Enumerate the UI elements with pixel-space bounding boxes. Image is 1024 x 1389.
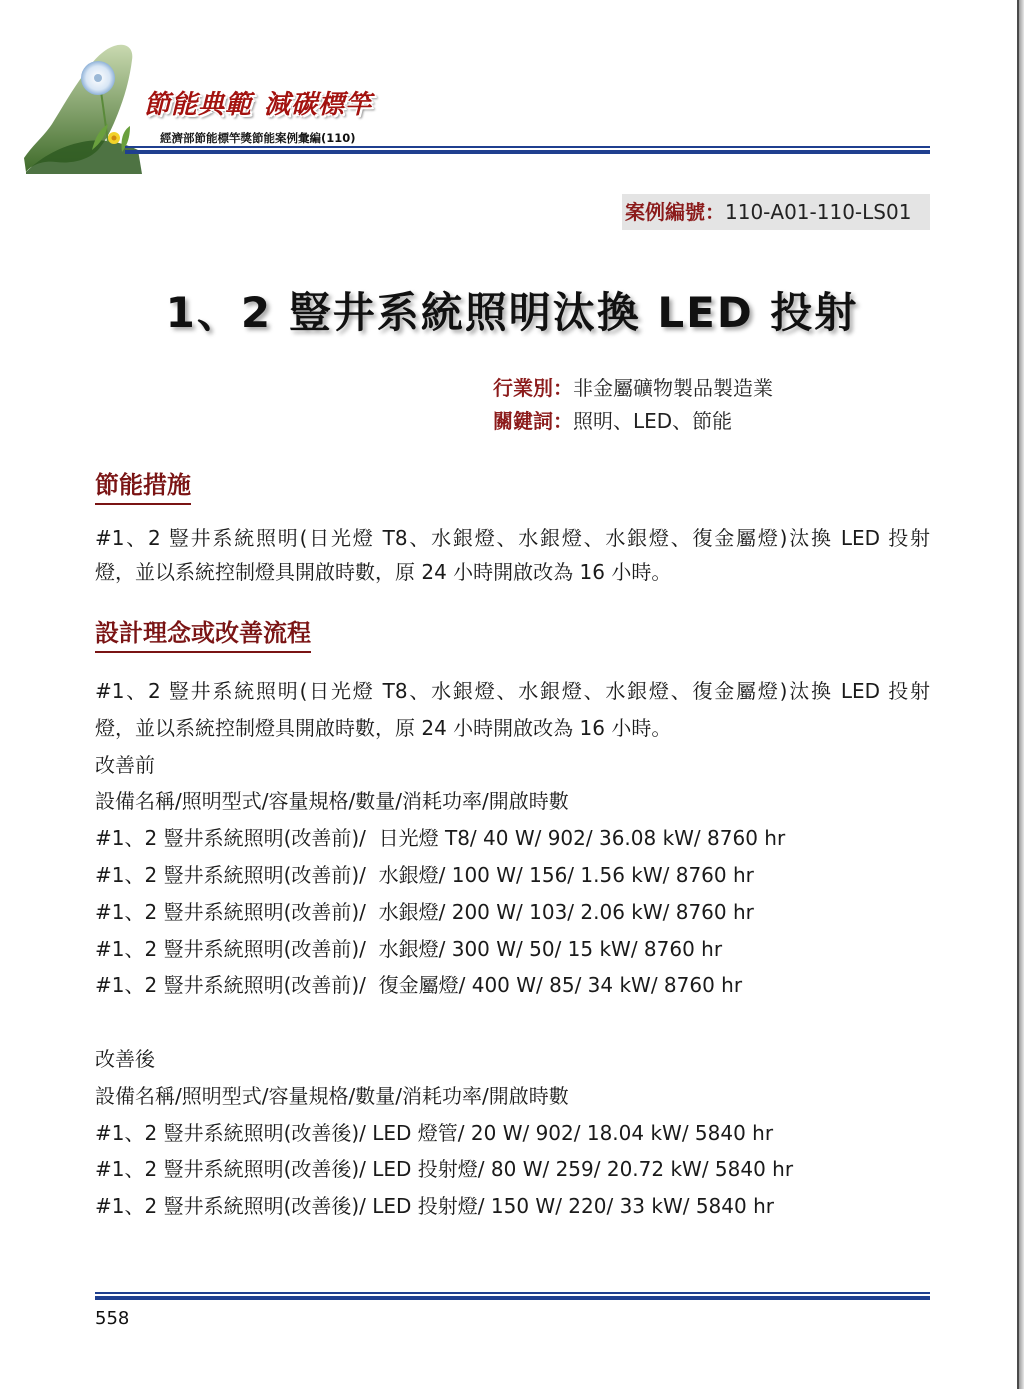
brand-slogan bbox=[144, 84, 372, 121]
footer-double-rule bbox=[95, 1292, 930, 1300]
header-double-rule bbox=[125, 146, 930, 154]
before-row: #1、2 豎井系統照明(改善前)/ 水銀燈/ 200 W/ 103/ 2.06 kW/ 8760 hr bbox=[95, 899, 754, 924]
page-edge-shadow bbox=[1019, 0, 1024, 1389]
paragraph-line: 燈，並以系統控制燈具開啟時數，原 24 小時開啟改為 16 小時。 bbox=[95, 715, 672, 740]
after-row: #1、2 豎井系統照明(改善後)/ LED 燈管/ 20 W/ 902/ 18.04 kW/ 5840 hr bbox=[95, 1120, 774, 1145]
industry-value: 非金屬礦物製品製造業 bbox=[573, 376, 773, 400]
before-row: #1、2 豎井系統照明(改善前)/ 水銀燈/ 300 W/ 50/ 15 kW/ 8760 hr bbox=[95, 936, 723, 961]
brand-slogan-part2: 減碳標竿 bbox=[264, 90, 373, 120]
brand-slogan-part1: 節能典範 bbox=[144, 90, 253, 120]
after-columns-header: 設備名稱/照明型式/容量規格/數量/消耗功率/開啟時數 bbox=[95, 1083, 569, 1108]
paragraph-line: #1、2 豎井系統照明(日光燈 T8、水銀燈、水銀燈、水銀燈、復金屬燈)汰換 LED 投射 bbox=[95, 526, 930, 550]
case-number-box bbox=[622, 194, 930, 230]
after-row: #1、2 豎井系統照明(改善後)/ LED 投射燈/ 80 W/ 259/ 20.72 kW/ 5840 hr bbox=[95, 1157, 794, 1182]
before-row: #1、2 豎井系統照明(改善前)/ 復金屬燈/ 400 W/ 85/ 34 kW/ 8760 hr bbox=[95, 973, 743, 998]
paragraph-line: 燈，並以系統控制燈具開啟時數，原 24 小時開啟改為 16 小時。 bbox=[95, 560, 672, 584]
keywords-value: 照明、LED、節能 bbox=[573, 409, 733, 433]
before-row: #1、2 豎井系統照明(改善前)/ 水銀燈/ 100 W/ 156/ 1.56 kW/ 8760 hr bbox=[95, 862, 754, 887]
industry-label: 行業別： bbox=[493, 376, 573, 400]
section-design-body bbox=[95, 673, 930, 1225]
section-heading-design: 設計理念或改善流程 bbox=[95, 618, 311, 653]
page-number: 558 bbox=[95, 1308, 130, 1329]
case-number-label: 案例編號： bbox=[625, 200, 725, 224]
after-row: #1、2 豎井系統照明(改善後)/ LED 投射燈/ 150 W/ 220/ 33 kW/ 5840 hr bbox=[95, 1194, 774, 1219]
section-heading-measures: 節能措施 bbox=[95, 470, 191, 505]
page-title: 1、2 豎井系統照明汰換 LED 投射 bbox=[165, 288, 859, 337]
case-number-value: 110-A01-110-LS01 bbox=[725, 200, 912, 224]
before-row: #1、2 豎井系統照明(改善前)/ 日光燈 T8/ 40 W/ 902/ 36.08 kW/ 8760 hr bbox=[95, 826, 786, 851]
publication-subtitle: 經濟部節能標竿獎節能案例彙編(110) bbox=[160, 131, 356, 145]
section-measures-body bbox=[95, 521, 930, 589]
before-columns-header: 設備名稱/照明型式/容量規格/數量/消耗功率/開啟時數 bbox=[95, 789, 569, 814]
taiwan-island-dandelion-emblem-icon bbox=[22, 38, 162, 178]
before-label: 改善前 bbox=[95, 752, 155, 777]
keywords-label: 關鍵詞： bbox=[493, 409, 573, 433]
blank-line bbox=[95, 1004, 930, 1041]
paragraph-line: #1、2 豎井系統照明(日光燈 T8、水銀燈、水銀燈、水銀燈、復金屬燈)汰換 LED 投射 bbox=[95, 679, 930, 703]
after-label: 改善後 bbox=[95, 1046, 155, 1071]
keywords-meta bbox=[493, 405, 732, 437]
industry-meta bbox=[493, 372, 773, 404]
